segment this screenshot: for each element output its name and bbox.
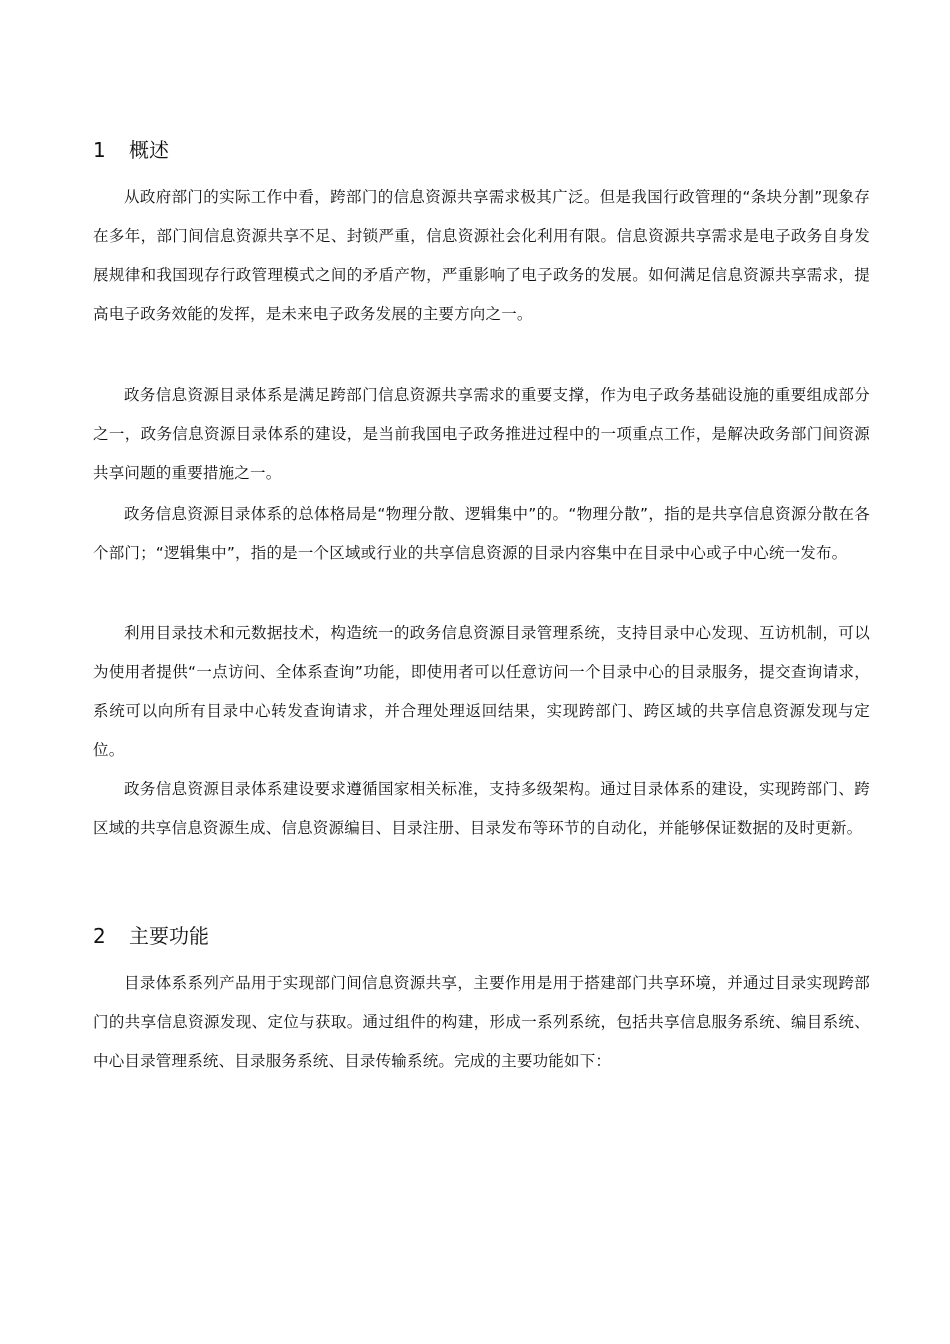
paragraph: 目录体系系列产品用于实现部门间信息资源共享，主要作用是用于搭建部门共享环境，并通过目录实现跨部门的共享信息资源发现、定位与获取。通过组件的构建，形成一系列系统，包括共享信息服务系统、编目系统、中心目录管理系统、目录服务系统、目录传输系统。完成的主要功能如下： <box>93 974 870 1070</box>
section-number: 1 <box>93 138 106 162</box>
paragraph: 政务信息资源目录体系是满足跨部门信息资源共享需求的重要支撑，作为电子政务基础设施的重要组成部分之一，政务信息资源目录体系的建设，是当前我国电子政务推进过程中的一项重点工作，是解决政务部门间资源共享问题的重要措施之一。 <box>93 386 870 482</box>
section-title: 主要功能 <box>129 924 209 948</box>
section-heading-1 <box>93 136 169 164</box>
paragraph: 从政府部门的实际工作中看，跨部门的信息资源共享需求极其广泛。但是我国行政管理的“条块分割”现象存在多年，部门间信息资源共享不足、封锁严重，信息资源社会化利用有限。信息资源共享需求是电子政务自身发展规律和我国现存行政管理模式之间的矛盾产物，严重影响了电子政务的发展。如何满足信息资源共享需求，提高电子政务效能的发挥，是未来电子政务发展的主要方向之一。 <box>93 188 870 323</box>
section-heading-2 <box>93 922 209 950</box>
paragraph: 政务信息资源目录体系的总体格局是“物理分散、逻辑集中”的。“物理分散”，指的是共享信息资源分散在各个部门；“逻辑集中”，指的是一个区域或行业的共享信息资源的目录内容集中在目录中心或子中心统一发布。 <box>93 505 870 562</box>
section-number: 2 <box>93 924 106 948</box>
paragraph: 政务信息资源目录体系建设要求遵循国家相关标准，支持多级架构。通过目录体系的建设，实现跨部门、跨区域的共享信息资源生成、信息资源编目、目录注册、目录发布等环节的自动化，并能够保证数据的及时更新。 <box>93 780 870 837</box>
section-title: 概述 <box>129 138 169 162</box>
paragraph: 利用目录技术和元数据技术，构造统一的政务信息资源目录管理系统，支持目录中心发现、互访机制，可以为使用者提供“一点访问、全体系查询”功能，即使用者可以任意访问一个目录中心的目录服务，提交查询请求，系统可以向所有目录中心转发查询请求，并合理处理返回结果，实现跨部门、跨区域的共享信息资源发现与定位。 <box>93 624 870 759</box>
